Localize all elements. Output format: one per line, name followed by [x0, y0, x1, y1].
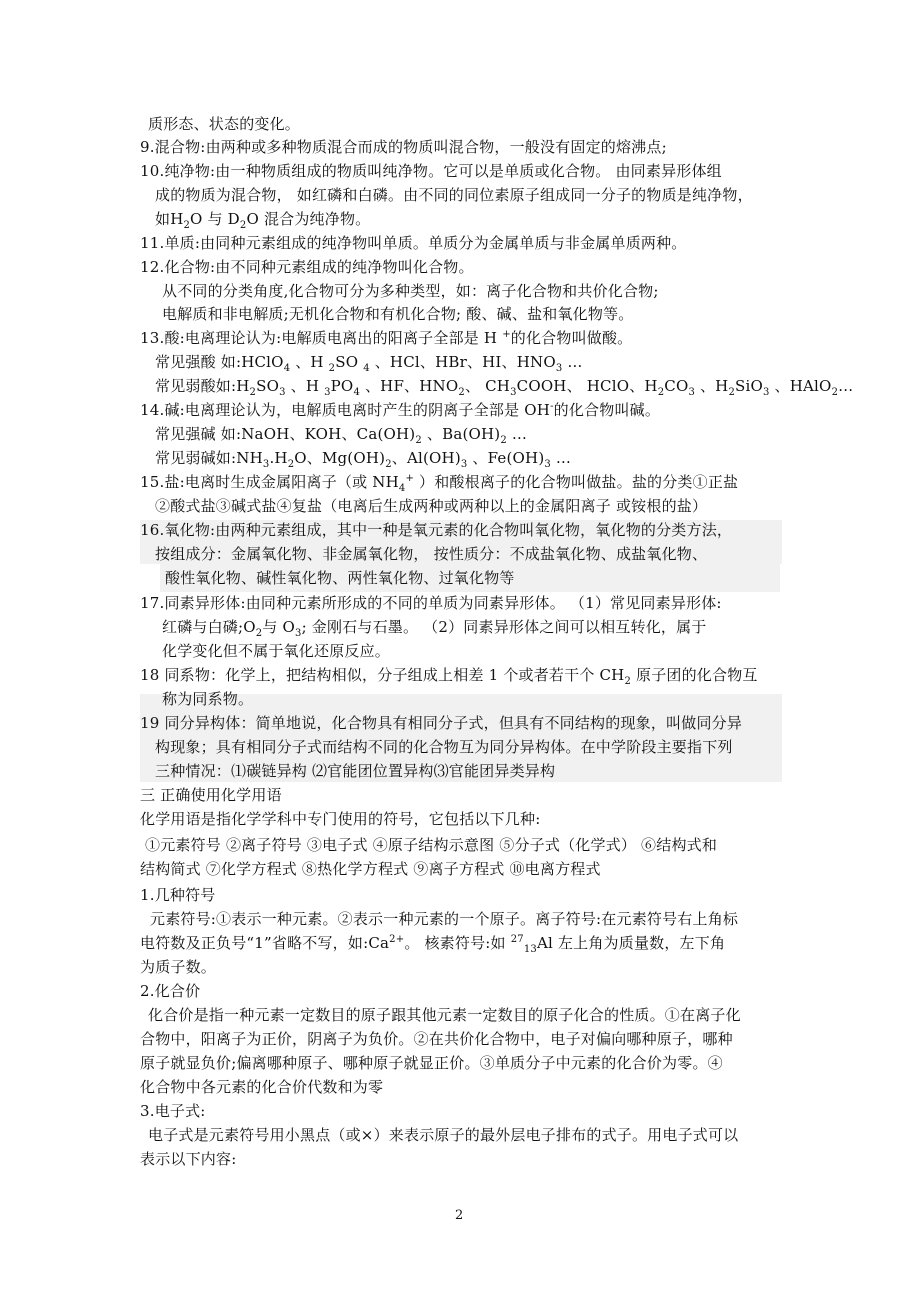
text-line — [155, 760, 555, 782]
text-run: 11.单质:由同种元素组成的纯净物叫单质。单质分为金属单质与非金属单质两种。 — [140, 234, 687, 252]
text-run: 17.同素异形体:由同种元素所形成的不同的单质为同素异形体。 （1）常见同素异形体: — [140, 594, 722, 612]
text-run: 按组成分：金属氧化物、非金属氧化物， 按性质分：不成盐氧化物、成盐氧化物、 — [155, 545, 708, 563]
sub-script: 3 — [262, 459, 270, 470]
text-line — [140, 1100, 206, 1122]
sub-script: 2 — [287, 459, 295, 470]
text-run: 3.电子式: — [140, 1102, 206, 1120]
text-line — [155, 375, 853, 397]
text-run: CO — [664, 377, 689, 395]
text-run: 称为同系物。 — [162, 690, 254, 708]
text-line — [140, 1052, 723, 1074]
text-run: 、HAlO — [769, 377, 832, 395]
sub-script: 2 — [624, 676, 632, 687]
text-run: 9.混合物:由两种或多种物质混合而成的物质叫混合物，一般没有固定的熔沸点; — [140, 138, 667, 156]
text-run: 、H — [285, 377, 325, 395]
text-run: 12.化合物:由不同种元素组成的纯净物叫化合物。 — [140, 258, 474, 276]
text-run: 三种情况：⑴碳链异构 ⑵官能团位置异构⑶官能团异类异构 — [155, 762, 556, 780]
text-line — [140, 136, 667, 158]
text-run: 18 同系物：化学上，把结构相似，分子组成上相差 1 个或者若干个 CH — [140, 666, 625, 684]
text-line — [140, 712, 742, 734]
text-run: 15.盐:电离时生成金属阳离子（或 NH — [140, 473, 399, 491]
text-run: 酸性氧化物、碱性氧化物、两性氧化物、过氧化物等 — [165, 569, 515, 587]
text-line — [148, 1004, 741, 1026]
text-line — [140, 956, 216, 978]
text-line — [162, 303, 633, 325]
sub-script: 3 — [763, 387, 770, 398]
text-line — [155, 208, 370, 230]
text-run: 、HF、HNO — [360, 377, 459, 395]
text-line — [140, 519, 732, 541]
text-run: SiO — [735, 377, 764, 395]
text-run: 、HCl、HBr、HI、HNO — [369, 353, 556, 371]
sub-script: 4 — [363, 363, 370, 374]
text-run: SO — [335, 353, 364, 371]
text-line — [155, 543, 707, 565]
sup-script: 2+ — [389, 934, 405, 945]
text-line — [140, 160, 722, 182]
sub-script: 3 — [544, 459, 551, 470]
text-line — [140, 932, 725, 954]
text-line — [155, 736, 733, 758]
sup-script: + — [405, 473, 415, 484]
text-run: 化合物中各元素的化合价代数和为零 — [140, 1078, 384, 1096]
text-run: 原子就显负价;偏离哪种原子、哪种原子就显正价。③单质分子中元素的化合价为零。④ — [140, 1054, 723, 1072]
text-run: 元素符号:①表示一种元素。②表示一种元素的一个原子。离子符号:在元素符号右上角标 — [150, 910, 739, 928]
text-run: 从不同的分类角度,化合物可分为多种类型，如：离子化合物和共价化合物; — [162, 282, 659, 300]
text-run: 常见强酸 如:HClO — [155, 353, 284, 371]
text-run: … — [562, 353, 583, 371]
sup-script: + — [502, 329, 511, 340]
text-run: ②酸式盐③碱式盐④复盐（电离后生成两种或两种以上的金属阳离子 或铵根的盐） — [155, 497, 708, 515]
text-run: 化学用语是指化学学科中专门使用的符号，它包括以下几种: — [140, 810, 541, 828]
text-run: 常见弱碱如:NH — [155, 449, 263, 467]
text-line — [162, 280, 659, 302]
text-line — [155, 495, 707, 517]
text-run: 表示以下内容: — [140, 1150, 237, 1168]
sup-script: 27 — [510, 934, 524, 945]
text-line — [140, 471, 738, 493]
text-run: 14.碱:电离理论认为，电解质电离时产生的阴离子全部是 OH — [140, 401, 551, 419]
text-run: 常见强碱 如:NaOH、KOH、Ca(OH) — [155, 425, 416, 443]
text-run: PO — [330, 377, 354, 395]
text-run: ①元素符号 ②离子符号 ③电子式 ④原子结构示意图 ⑤分子式（化学式） ⑥结构式和 — [145, 836, 718, 854]
text-run: 结构简式 ⑦化学方程式 ⑧热化学方程式 ⑨离子方程式 ⑩电离方程式 — [140, 860, 601, 878]
text-run: 合物中，阳离子为正价，阴离子为负价。②在共价化合物中，电子对偏向哪种原子，哪种 — [140, 1030, 733, 1048]
text-run: 10.纯净物:由一种物质组成的物质叫纯净物。它可以是单质或化合物。 由同素异形体组 — [140, 162, 722, 180]
text-line — [140, 808, 540, 830]
text-run: 16.氧化物:由两种元素组成，其中一种是氧元素的化合物叫氧化物，氧化物的分类方法， — [140, 521, 733, 539]
text-line — [140, 884, 216, 906]
text-run: 构现象；具有相同分子式而结构不同的化合物互为同分异构体。在中学阶段主要指下列 — [155, 738, 733, 756]
text-line — [140, 232, 687, 254]
text-run: 红磷与白磷;O — [162, 618, 256, 636]
text-run: 电解质和非电解质;无机化合物和有机化合物; 酸、碱、盐和氧化物等。 — [162, 305, 634, 323]
sub-script: 2 — [415, 435, 422, 446]
text-run: 、 CH — [464, 377, 511, 395]
text-run: 、Al(OH) — [391, 449, 461, 467]
text-run: 、Fe(OH) — [467, 449, 545, 467]
sub-script: 2 — [458, 387, 465, 398]
text-run: 化学变化但不属于氧化还原反应。 — [162, 642, 391, 660]
text-line — [148, 1124, 738, 1146]
sub-script: 2 — [249, 387, 257, 398]
text-run: 常见弱酸如:H — [155, 377, 250, 395]
text-line — [140, 1148, 236, 1170]
text-run: … — [550, 449, 572, 467]
text-run: 电符数及正负号“1”省略不写，如:Ca — [140, 934, 390, 952]
text-line — [140, 980, 200, 1002]
sub-script: 2 — [328, 363, 336, 374]
text-run: O 混合为纯净物。 — [246, 210, 371, 228]
text-run: 如H — [155, 210, 184, 228]
text-line — [145, 834, 717, 856]
sub-script: 3 — [460, 459, 468, 470]
text-run: 1.几种符号 — [140, 886, 216, 904]
text-run: O、Mg(OH) — [294, 449, 386, 467]
text-line — [140, 327, 632, 349]
text-run: 质形态、状态的变化。 — [148, 115, 301, 133]
text-run: ）和酸根离子的化合物叫做盐。盐的分类①正盐 — [414, 473, 739, 491]
text-line — [155, 447, 571, 469]
sub-script: 2 — [239, 220, 247, 231]
sub-script: 3 — [688, 387, 696, 398]
text-line — [165, 567, 515, 589]
sub-script: 3 — [279, 387, 286, 398]
sub-script: 4 — [398, 483, 406, 494]
sup-script: - — [550, 401, 554, 412]
text-run: .H — [269, 449, 288, 467]
page-number: 2 — [455, 1208, 464, 1223]
text-run: 13.酸:电离理论认为:电解质电离出的阳离子全部是 H — [140, 329, 503, 347]
text-run: 、H — [695, 377, 729, 395]
text-run: SO — [256, 377, 280, 395]
sub-script: 2 — [385, 459, 392, 470]
text-run: 的化合物叫做酸。 — [510, 329, 633, 347]
sub-script: 4 — [283, 363, 291, 374]
text-run: O 与 D — [190, 210, 240, 228]
text-run: … — [838, 377, 854, 395]
sub-script: 2 — [657, 387, 665, 398]
text-run: COOH、 HClO、H — [516, 377, 658, 395]
sub-script: 3 — [295, 628, 302, 639]
sub-script: 3 — [510, 387, 517, 398]
text-line — [162, 616, 707, 638]
text-line — [140, 858, 601, 880]
text-run: 、H — [290, 353, 329, 371]
text-run: ; 金刚石与石墨。 （2）同素异形体之间可以相互转化，属于 — [301, 618, 707, 636]
text-line — [155, 351, 583, 373]
text-line — [140, 256, 474, 278]
text-run: 与 O — [262, 618, 295, 636]
sub-script: 3 — [324, 387, 331, 398]
text-line — [140, 592, 722, 614]
text-run: Al 左上角为质量数，左下角 — [536, 934, 726, 952]
text-run: 三 正确使用化学用语 — [140, 786, 282, 804]
text-line — [162, 688, 253, 710]
text-run: 、Ba(OH) — [421, 425, 501, 443]
text-line — [140, 784, 282, 806]
text-line — [140, 399, 660, 421]
sub-script: 2 — [728, 387, 736, 398]
text-line — [162, 640, 390, 662]
sub-script: 3 — [555, 363, 563, 374]
text-line — [140, 1076, 383, 1098]
sub-script: 13 — [523, 944, 537, 955]
text-line — [155, 423, 527, 445]
text-run: 原子团的化合物互 — [631, 666, 758, 684]
sub-script: 2 — [183, 220, 191, 231]
sub-script: 2 — [500, 435, 507, 446]
text-line — [148, 113, 300, 135]
text-line — [150, 908, 738, 930]
text-run: 2.化合价 — [140, 982, 201, 1000]
sub-script: 2 — [255, 628, 263, 639]
text-run: 。 核素符号:如 — [404, 934, 511, 952]
text-line — [155, 184, 753, 206]
text-run: 化合价是指一种元素一定数目的原子跟其他元素一定数目的原子化合的性质。①在离子化 — [148, 1006, 741, 1024]
text-run: 为质子数。 — [140, 958, 217, 976]
sub-script: 2 — [831, 387, 839, 398]
text-run: … — [506, 425, 528, 443]
text-run: 电子式是元素符号用小黑点（或×）来表示原子的最外层电子排布的式子。用电子式可以 — [148, 1126, 739, 1144]
text-run: 成的物质为混合物， 如红磷和白磷。由不同的同位素原子组成同一分子的物质是纯净物， — [155, 186, 753, 204]
text-line — [140, 1028, 733, 1050]
text-run: 的化合物叫碱。 — [553, 401, 661, 419]
text-line — [140, 664, 758, 686]
sub-script: 4 — [353, 387, 360, 398]
text-run: 19 同分异构体：简单地说，化合物具有相同分子式，但具有不同结构的现象，叫做同分异 — [140, 714, 743, 732]
